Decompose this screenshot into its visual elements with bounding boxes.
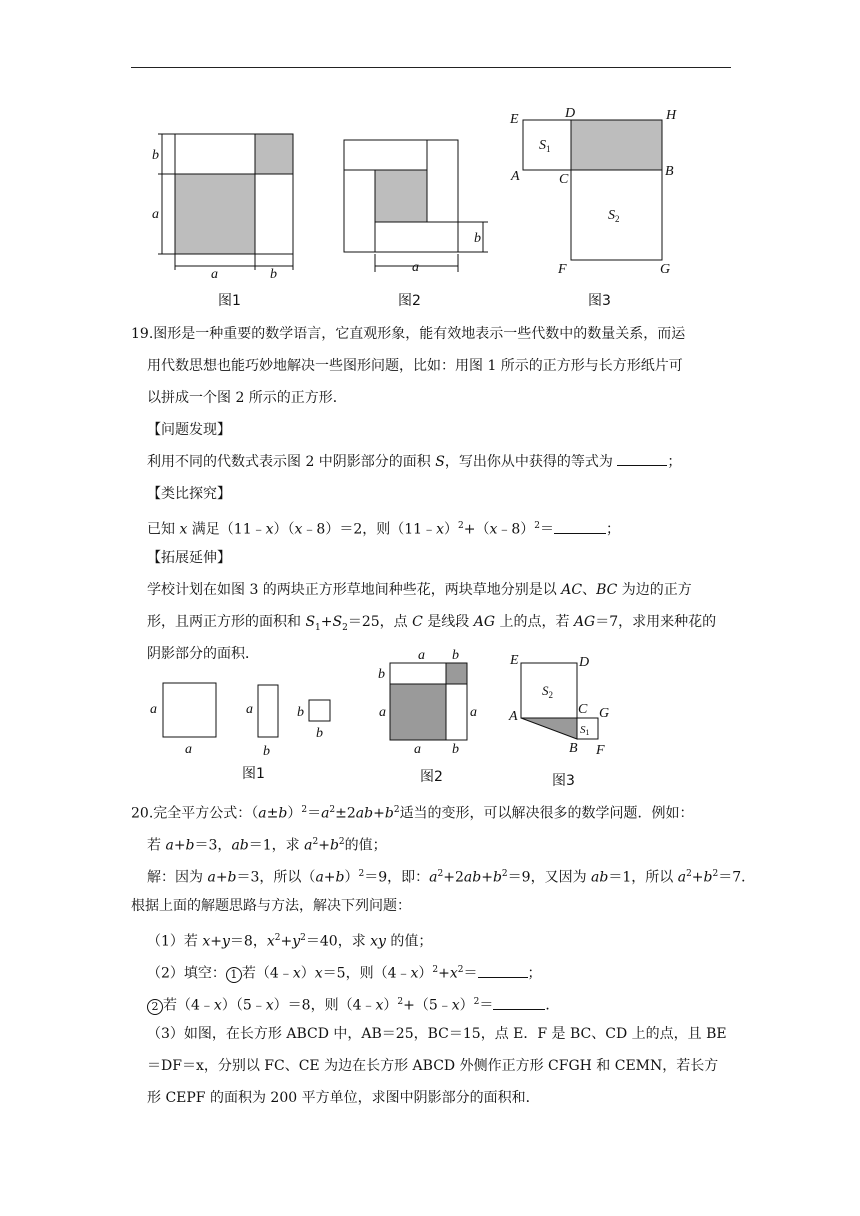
mid-fig1-a-left: a (150, 702, 157, 717)
q20-line1: 20.完全平方公式：$(a\pm b)^2=a^2\pm 2ab+b^2$适当的变形，可以解决很多的数学问题．例如： (131, 805, 694, 822)
mid-fig3-pt-G: G (599, 706, 610, 721)
fig3-pt-E: E (510, 112, 519, 127)
top-figure-3 (505, 100, 685, 280)
q19-line1: 图形是一种重要的数学语言，它直观形象，能有效地表示一些代数中的数量关系，而运 (153, 326, 686, 342)
q20-part1: （1）若 x+y＝8，$x^2+y^2=40$，求 xy 的值； (147, 933, 433, 950)
top-fig2-caption: 图2 (398, 293, 421, 309)
mid-figure-3 (505, 648, 625, 760)
header-rule (131, 67, 731, 68)
q19-number: 19. (131, 326, 154, 342)
mid-fig2-a-right: a (470, 705, 477, 720)
fig3-pt-G: G (660, 262, 671, 277)
mid-fig2-b-top: b (452, 648, 459, 663)
q20-answer-blank-1[interactable] (478, 963, 528, 978)
mid-fig2-b-left: b (378, 667, 385, 682)
mid-fig3-pt-B: B (569, 741, 578, 756)
mid-fig1-b-bottom: b (316, 726, 323, 741)
q19-extension-line2: 形，且两正方形的面积和 $S_1+S_2=25$，点 C 是线段 AG 上的点，若 AG＝7，求用来种花的 (147, 614, 717, 633)
q19-answer-blank-2[interactable] (554, 519, 606, 534)
q19-heading-discovery: 【问题发现】 (147, 422, 231, 438)
mid-fig2-a-top: a (418, 648, 425, 663)
q19-analogy-text: 已知 x 满足（11﹣x）（x﹣8）＝2，则（11﹣x）$^2$+（x﹣8）$^2$＝ ； (131, 510, 741, 542)
fig3-pt-H: H (666, 108, 677, 123)
q19-heading-extension: 【拓展延伸】 (147, 550, 231, 566)
q20-part3-line1: （3）如图，在长方形 ABCD 中，AB＝25，BC＝15，点 E．F 是 BC、CD 上的点，且 BE (147, 1026, 727, 1042)
mid-fig1-b-rect: b (263, 744, 270, 759)
q19-extension-line3: 阴影部分的面积． (147, 646, 259, 662)
mid-fig1-a-rect: a (246, 702, 253, 717)
q19-discovery-text: 利用不同的代数式表示图 2 中阴影部分的面积 S，写出你从中获得的等式为 ； (131, 446, 741, 478)
q19-heading-analogy: 【类比探究】 (147, 486, 231, 502)
mid-figure-1 (145, 675, 340, 760)
q19-line3: 以拼成一个图 2 所示的正方形． (147, 390, 347, 406)
mid-fig3-caption: 图3 (552, 773, 575, 789)
mid-fig1-caption: 图1 (242, 766, 265, 782)
mid-fig2-b-bottom: b (452, 742, 459, 757)
q20-line2: 若 a+b＝3，ab＝1，求 $a^2+b^2$的值； (147, 837, 387, 854)
q19-answer-blank-1[interactable] (617, 451, 667, 466)
mid-fig3-pt-C: C (578, 702, 588, 717)
mid-fig2-a-left: a (379, 705, 386, 720)
q20-part2-2: 2 若（4﹣x）（5﹣x）＝8，则（4﹣x）$^2$+（5﹣x）$^2$＝ ． (131, 986, 741, 1018)
top-figure-1 (145, 128, 305, 282)
mid-fig3-pt-D: D (579, 655, 590, 670)
fig1-label-a-bottom: a (211, 267, 218, 282)
fig1-label-b: b (152, 148, 159, 163)
mid-fig1-b-left: b (297, 705, 304, 720)
top-fig3-caption: 图3 (588, 293, 611, 309)
fig3-pt-C: C (559, 172, 569, 187)
q20-line4: 根据上面的解题思路与方法，解决下列问题： (131, 898, 411, 914)
q20-part3-line2: ＝DF＝x，分别以 FC、CE 为边在长方形 ABCD 外侧作正方形 CFGH 和 CEMN，若长方 (147, 1058, 719, 1074)
fig2-label-a: a (412, 260, 419, 275)
mid-fig2-a-bottom: a (414, 742, 421, 757)
circled-number-1: 1 (226, 967, 242, 983)
q19-extension-line1: 学校计划在如图 3 的两块正方形草地间种些花，两块草地分别是以 AC、BC 为边的正方 (147, 582, 692, 598)
fig1-label-b-bottom: b (270, 267, 277, 282)
mid-fig3-s1: S1 (580, 724, 590, 737)
mid-fig3-pt-F: F (596, 743, 605, 758)
fig3-pt-A: A (511, 169, 520, 184)
fig3-s1: $S_1$ (539, 138, 551, 154)
mid-fig3-pt-A: A (509, 709, 518, 724)
q20-line3: 解：因为 a+b＝3，所以$(a+b)^2=9$，即：$a^2+2ab+b^2=9$，又因为 ab＝1，所以 $a^2+b^2=7$． (147, 869, 756, 886)
circled-number-2: 2 (147, 999, 163, 1015)
fig3-s2: $S_2$ (608, 208, 620, 224)
q19-line2: 用代数思想也能巧妙地解决一些图形问题，比如：用图 1 所示的正方形与长方形纸片可 (147, 358, 683, 374)
fig3-pt-D: D (565, 106, 576, 121)
question-20 (131, 794, 756, 1114)
mid-figure-2 (374, 645, 486, 757)
mid-fig2-caption: 图2 (420, 769, 443, 785)
fig3-pt-B: B (665, 164, 674, 179)
q20-part3-line3: 形 CEPF 的面积为 200 平方单位，求图中阴影部分的面积和． (147, 1090, 540, 1106)
fig2-label-b: b (474, 231, 481, 246)
fig1-label-a: a (152, 207, 159, 222)
q20-answer-blank-2[interactable] (493, 995, 545, 1010)
mid-fig3-pt-E: E (510, 653, 519, 668)
question-19 (131, 318, 741, 670)
top-fig1-caption: 图1 (218, 293, 241, 309)
mid-fig3-s2: $S_2$ (542, 683, 553, 700)
fig3-pt-F: F (558, 262, 567, 277)
top-figure-2 (340, 135, 495, 277)
q20-part2-1: （2）填空： 1 若（4﹣x）x＝5，则$(4﹣x)^2+x^2=$ ； (131, 954, 741, 986)
mid-fig1-a-bottom: a (185, 742, 192, 757)
